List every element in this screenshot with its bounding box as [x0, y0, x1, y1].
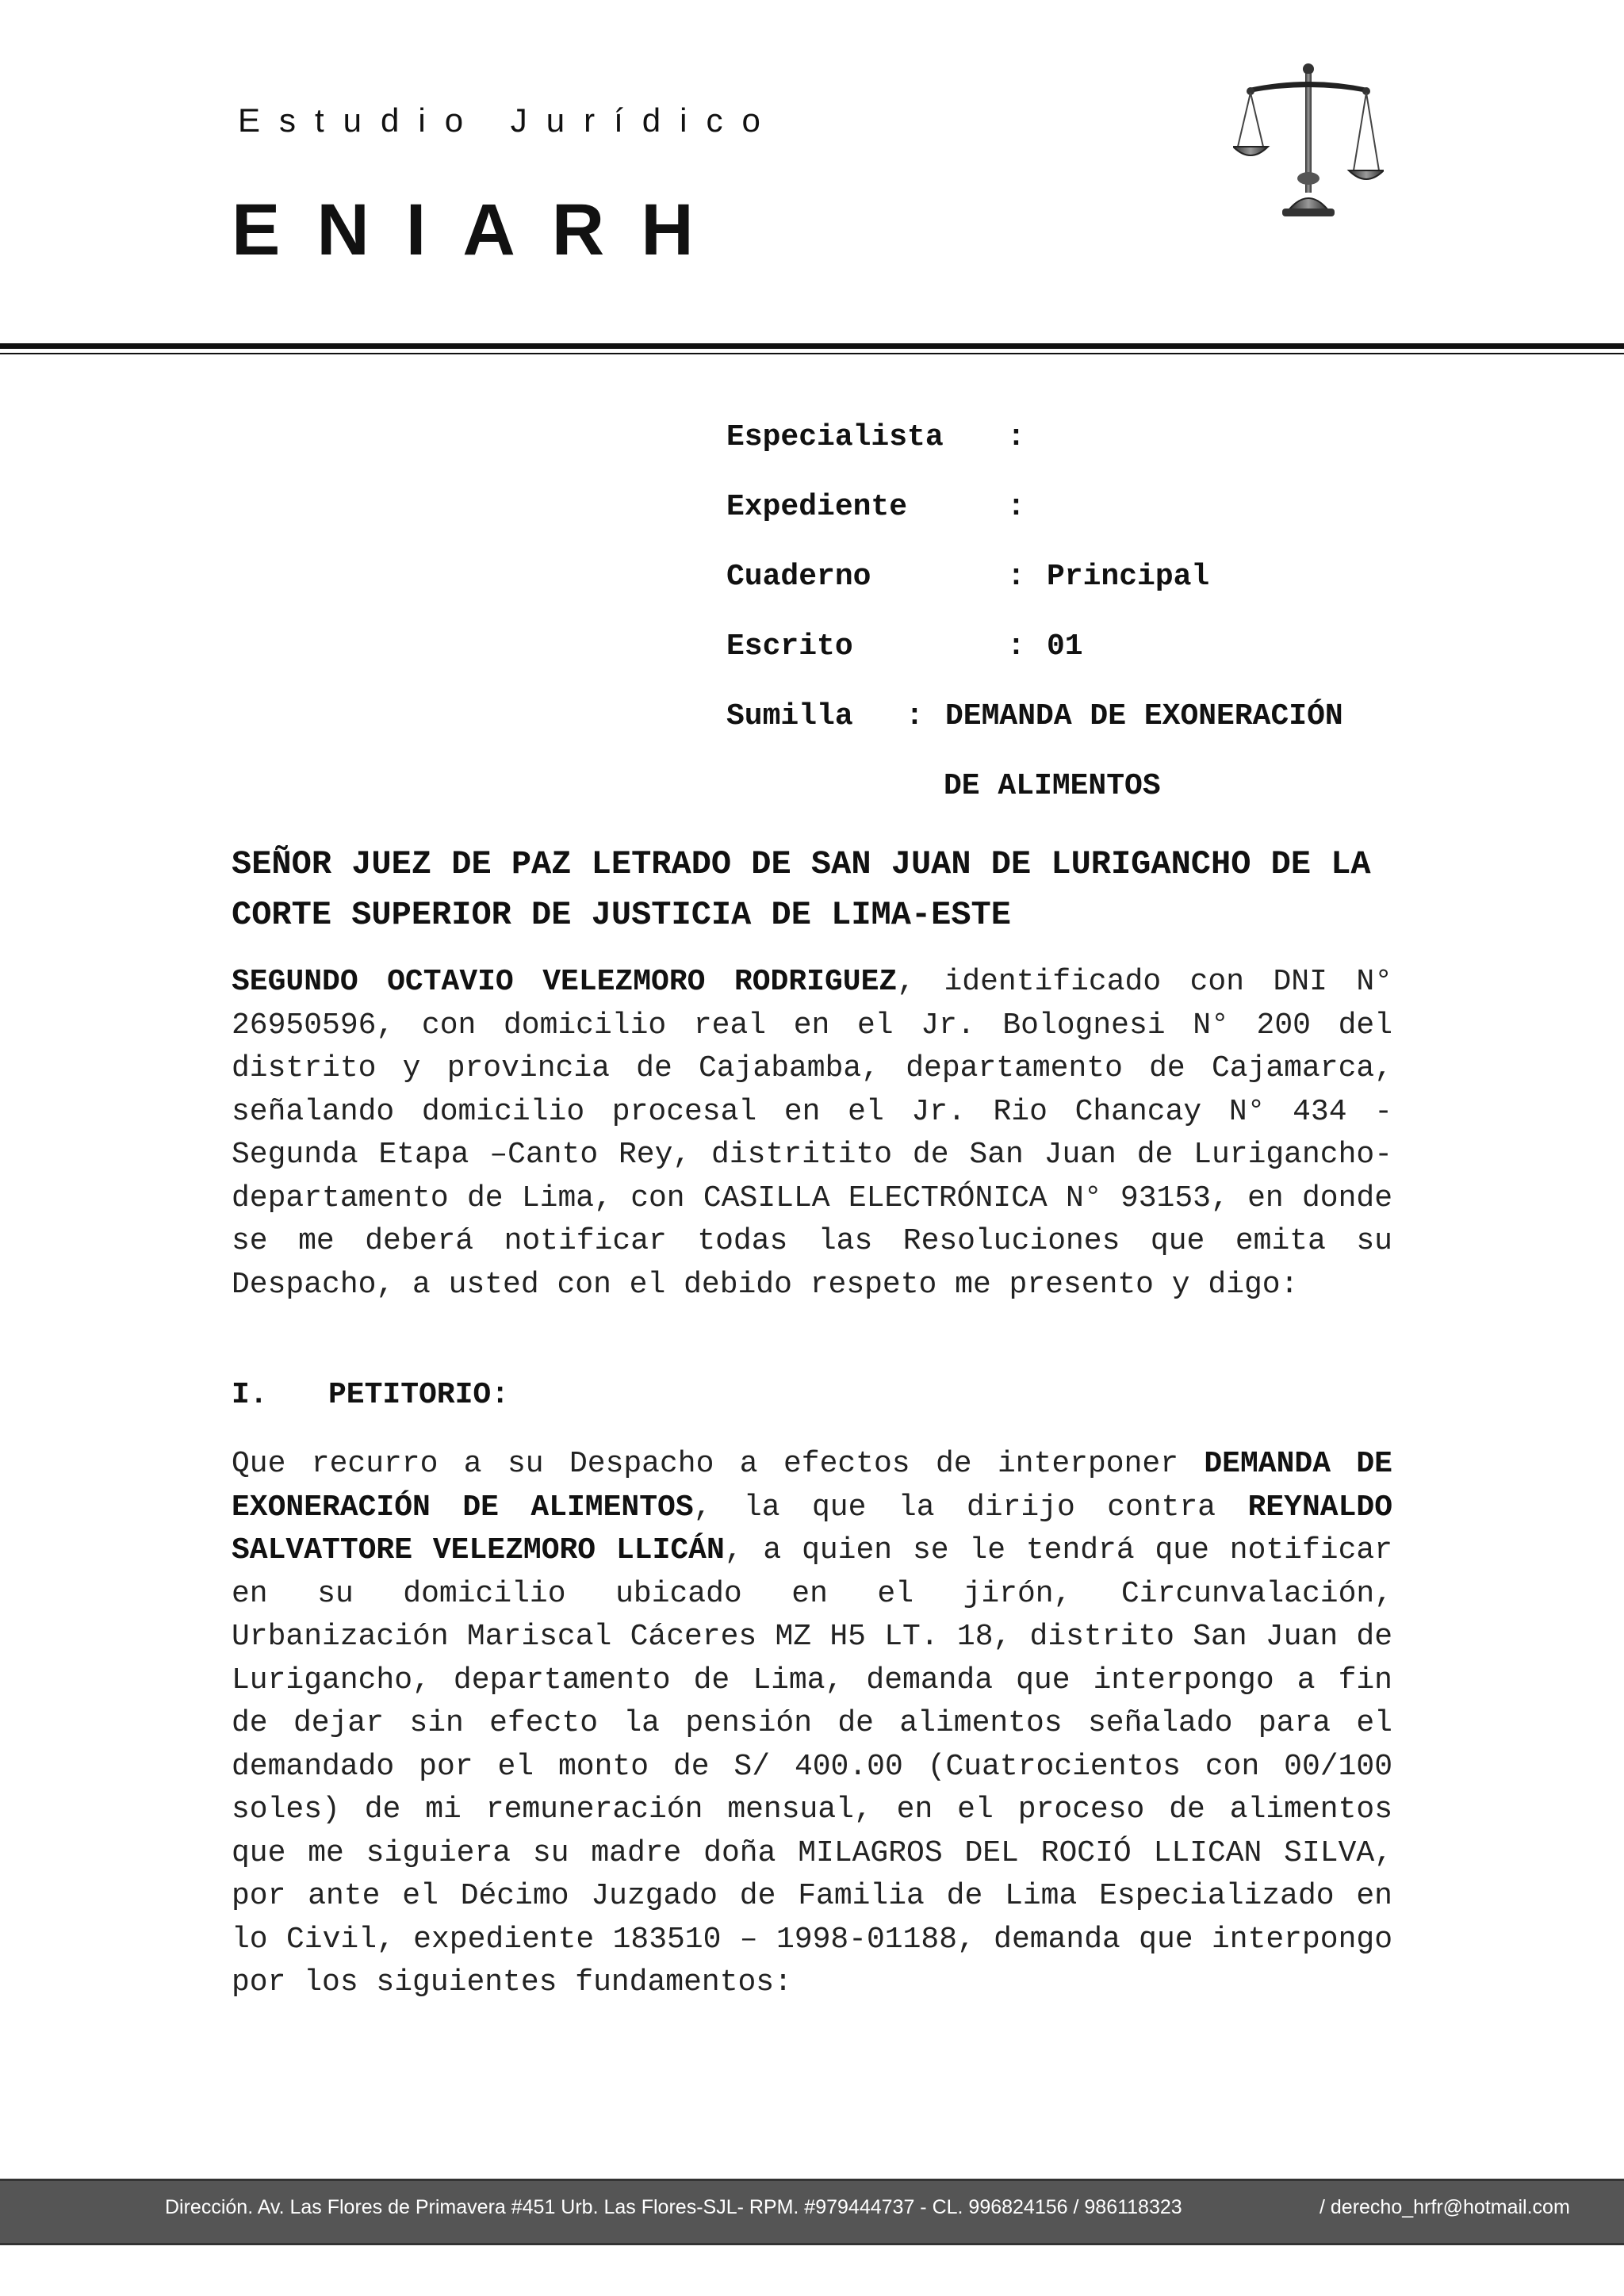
claim-type: DEMANDA DE EXONERACIÓN DE ALIMENTOS	[232, 1447, 1392, 1525]
meta-row-especialista	[726, 420, 1047, 454]
petitorio-text: , la que la dirijo contra	[693, 1490, 1248, 1525]
addressee-heading: SEÑOR JUEZ DE PAZ LETRADO DE SAN JUAN DE LURIGANCHO DE LA CORTE SUPERIOR DE JUSTICIA DE LIMA-ESTE	[232, 845, 1371, 934]
meta-colon: :	[1007, 629, 1025, 664]
meta-row-cuaderno	[726, 560, 1209, 594]
sumilla-line-1: DEMANDA DE EXONERACIÓN	[945, 699, 1343, 733]
petitorio-text: Que recurro a su Despacho a efectos de interponer	[232, 1447, 1205, 1481]
defendant-name: REYNALDO SALVATTORE VELEZMORO LLICÁN	[232, 1490, 1392, 1567]
section-number: I.	[232, 1378, 268, 1412]
meta-colon: :	[1007, 420, 1025, 454]
intro-paragraph	[232, 961, 1392, 1307]
firm-name: ENIARH	[232, 189, 730, 270]
petitorio-text: , a quien se le tendrá que notificar en su domicilio ubicado en el jirón, Circunvalación, Urbanización Mariscal Cáceres MZ H5 LT. 18, distrito San Juan de Lurigancho, departamento de Lima, demanda que interpongo a fin de dejar sin efecto la pensión de alimentos señalado para el demandado por el monto de S/ 400.00 (Cuatrocientos con 00/100 soles) de mi remuneración mensual, en el proceso de alimentos que me siguiera su madre doña MILAGROS DEL ROCIÓ LLICAN SILVA, por ante el Décimo Juzgado de Familia de Lima Especializado en lo Civil, expediente 183510 – 1998-01188, demanda que interpongo por los siguientes fundamentos:	[232, 1533, 1392, 1999]
firm-subtitle: Estudio Jurídico	[238, 101, 779, 139]
meta-label: Cuaderno	[726, 560, 871, 594]
header-divider	[0, 343, 1624, 349]
sumilla-line-2: DE ALIMENTOS	[944, 769, 1161, 803]
meta-value: Principal	[1047, 560, 1210, 594]
sumilla-label: Sumilla	[726, 699, 853, 733]
meta-colon: :	[1007, 560, 1025, 594]
petitorio-paragraph	[232, 1443, 1392, 2005]
meta-row-escrito	[726, 629, 1083, 664]
section-title: PETITORIO:	[328, 1378, 510, 1412]
meta-colon: :	[1007, 490, 1025, 524]
header-divider-thin	[0, 353, 1624, 354]
meta-label: Especialista	[726, 420, 944, 454]
plaintiff-name: SEGUNDO OCTAVIO VELEZMORO RODRIGUEZ	[232, 965, 898, 999]
footer-address: Dirección. Av. Las Flores de Primavera #451 Urb. Las Flores-SJL- RPM. #979444737 - CL. 996824156 / 986118323	[165, 2196, 1182, 2218]
intro-text: , identificado con DNI N° 26950596, con domicilio real en el Jr. Bolognesi N° 200 del distrito y provincia de Cajabamba, departamento de Cajamarca, señalando domicilio procesal en el Jr. Rio Chancay N° 434 -Segunda Etapa –Canto Rey, distritito de San Juan de Lurigancho- departamento de Lima, con CASILLA ELECTRÓNICA N° 93153, en donde se me deberá notificar todas las Resoluciones que emita su Despacho, a usted con el debido respeto me presento y digo:	[232, 965, 1393, 1302]
meta-value: 01	[1047, 629, 1083, 664]
scales-of-justice-icon	[1233, 59, 1384, 226]
section-heading-petitorio	[232, 1378, 509, 1412]
meta-label: Expediente	[726, 490, 908, 524]
meta-row-expediente	[726, 490, 1047, 524]
meta-label: Escrito	[726, 629, 853, 664]
footer-email: / derecho_hrfr@hotmail.com	[1320, 2196, 1570, 2218]
meta-colon: :	[906, 699, 924, 733]
meta-row-sumilla	[726, 699, 1343, 733]
